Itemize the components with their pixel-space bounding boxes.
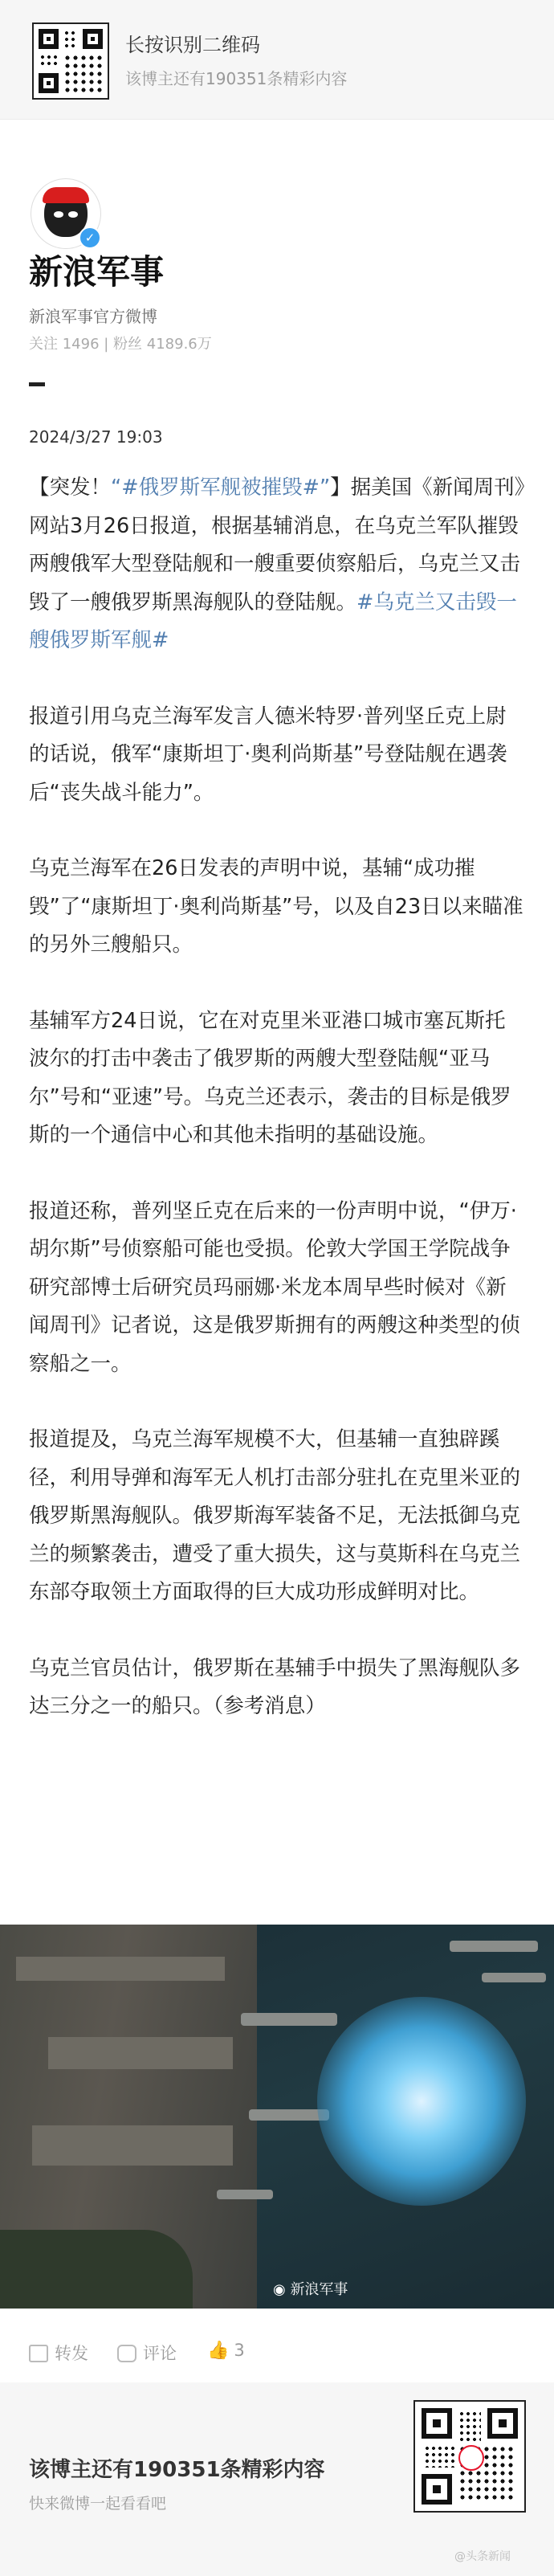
weibo-logo-icon	[458, 2445, 484, 2471]
bottom-subtitle: 快来微博一起看看吧	[29, 2495, 167, 2513]
like-count: 3	[234, 2341, 245, 2360]
post-image[interactable]	[0, 1925, 554, 2309]
top-qr-banner	[0, 0, 554, 120]
comment-icon	[117, 2345, 136, 2362]
text-span: 【突发！	[29, 476, 112, 500]
like-button[interactable]	[207, 2341, 245, 2361]
verified-badge-icon: ✓	[79, 227, 101, 249]
paragraph-4: 基辅军方24日说，它在对克里米亚港口城市塞瓦斯托波尔的打击中袭击了俄罗斯的两艘大型登陆舰“亚马尔”号和“亚速”号。乌克兰还表示，袭击的目标是俄罗斯的一个通信中心和其他未指明的基础设施。	[29, 1008, 511, 1147]
blogger-description: 新浪军事官方微博	[29, 307, 157, 326]
comment-button[interactable]	[117, 2341, 177, 2365]
post-date: 2024/3/27 19:03	[29, 427, 163, 447]
repost-label: 转发	[55, 2344, 88, 2363]
source-watermark: @头条新闻	[454, 2550, 511, 2563]
comment-label: 评论	[143, 2344, 177, 2363]
blogger-name[interactable]: 新浪军事	[29, 252, 165, 292]
banner-subtitle: 该博主还有190351条精彩内容	[125, 69, 348, 88]
qr-code-large[interactable]	[413, 2400, 526, 2513]
paragraph-1	[29, 469, 525, 660]
paragraph-5: 报道还称，普列坚丘克在后来的一份声明中说，“伊万·胡尔斯”号侦察船可能也受损。伦敦大学国王学院战争研究部博士后研究员玛丽娜·米龙本周早些时候对《新闻周刊》记者说，这是俄罗斯拥有的两艘这种类型的侦察船之一。	[29, 1198, 521, 1376]
divider	[29, 382, 45, 386]
action-bar	[0, 2333, 554, 2373]
paragraph-7: 乌克兰官员估计，俄罗斯在基辅手中损失了黑海舰队多达三分之一的船只。（参考消息）	[29, 1655, 521, 1718]
image-watermark: ◉ 新浪军事	[273, 2278, 348, 2299]
bottom-title: 该博主还有190351条精彩内容	[29, 2458, 325, 2482]
topic-link[interactable]: #乌克兰又击毁一艘俄罗斯军舰#	[29, 590, 517, 652]
paragraph-6: 报道提及，乌克兰海军规模不大，但基辅一直独辟蹊径，利用导弹和海军无人机打击部分驻扎在克里米亚的俄罗斯黑海舰队。俄罗斯海军装备不足，无法抵御乌克兰的频繁袭击，遭受了重大损失，这与莫斯科在乌克兰东部夺取领土方面取得的巨大成功形成鲜明对比。	[29, 1427, 521, 1604]
follow-stats: 关注 1496 | 粉丝 4189.6万	[29, 336, 212, 353]
thumbs-up-icon: 👍	[207, 2341, 230, 2361]
repost-icon	[29, 2345, 48, 2362]
qr-code[interactable]	[32, 22, 109, 100]
post-body	[29, 469, 525, 1764]
text-span: 】据美国《新闻周刊》网站3月26日报道，根据基辅消息，在乌克兰军队摧毁两艘俄军大型登陆舰和一艘重要侦察船后，乌克兰又击毁了一艘俄罗斯黑海舰队的登陆舰。	[29, 476, 525, 614]
paragraph-3: 乌克兰海军在26日发表的声明中说，基辅“成功摧毁”了“康斯坦丁·奥利尚斯基”号，以及自23日以来瞄准的另外三艘船只。	[29, 856, 523, 957]
banner-title: 长按识别二维码	[125, 34, 260, 56]
topic-link[interactable]: “#俄罗斯军舰被摧毁#”	[111, 476, 331, 500]
paragraph-2: 报道引用乌克兰海军发言人德米特罗·普列坚丘克上尉的话说，俄军“康斯坦丁·奥利尚斯基”号登陆舰在遇袭后“丧失战斗能力”。	[29, 704, 507, 805]
repost-button[interactable]	[29, 2341, 88, 2365]
